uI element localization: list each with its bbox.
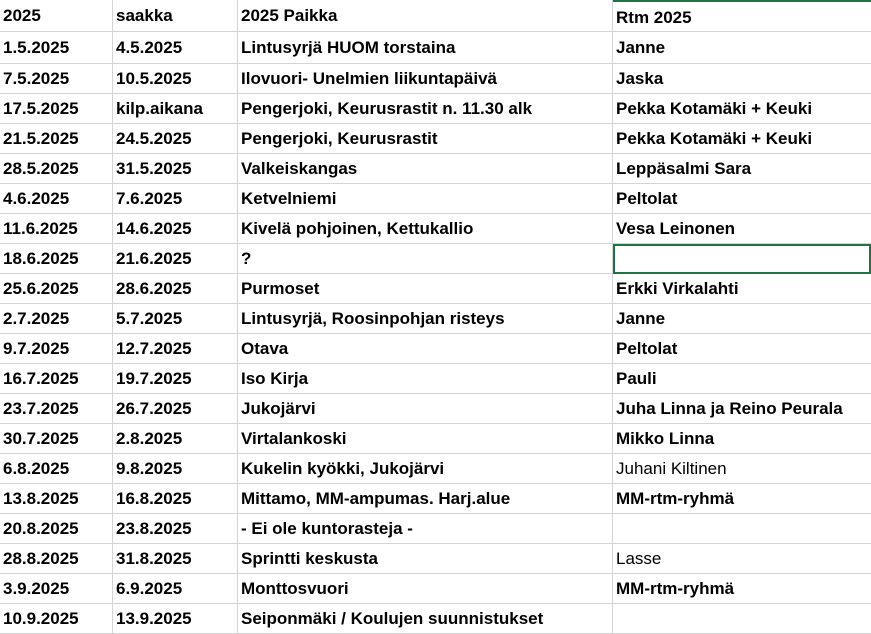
table-row (0, 214, 871, 244)
until-cell[interactable]: 14.6.2025 (113, 214, 238, 244)
date-cell[interactable]: 28.5.2025 (0, 154, 113, 184)
table-row (0, 574, 871, 604)
until-cell[interactable]: 26.7.2025 (113, 394, 238, 424)
until-cell[interactable]: 10.5.2025 (113, 64, 238, 94)
date-cell[interactable]: 6.8.2025 (0, 454, 113, 484)
table-row (0, 544, 871, 574)
until-cell[interactable]: 28.6.2025 (113, 274, 238, 304)
place-cell[interactable]: Ketvelniemi (238, 184, 613, 214)
table-row (0, 244, 871, 274)
date-cell[interactable]: 21.5.2025 (0, 124, 113, 154)
until-cell[interactable]: 9.8.2025 (113, 454, 238, 484)
rtm-cell[interactable]: Leppäsalmi Sara (613, 154, 871, 184)
until-cell[interactable]: 7.6.2025 (113, 184, 238, 214)
date-cell[interactable]: 16.7.2025 (0, 364, 113, 394)
date-cell[interactable]: 3.9.2025 (0, 574, 113, 604)
rtm-cell[interactable]: Janne (613, 304, 871, 334)
rtm-cell[interactable]: MM-rtm-ryhmä (613, 574, 871, 604)
table-row (0, 124, 871, 154)
rtm-cell[interactable]: Pekka Kotamäki + Keuki (613, 94, 871, 124)
place-cell[interactable]: Seiponmäki / Koulujen suunnistukset (238, 604, 613, 634)
table-row (0, 454, 871, 484)
date-cell[interactable]: 28.8.2025 (0, 544, 113, 574)
place-cell[interactable]: Jukojärvi (238, 394, 613, 424)
table-row (0, 94, 871, 124)
place-cell[interactable]: Lintusyrjä HUOM torstaina (238, 32, 613, 64)
table-row (0, 424, 871, 454)
place-cell[interactable]: Ilovuori- Unelmien liikuntapäivä (238, 64, 613, 94)
table-row (0, 514, 871, 544)
place-cell[interactable]: Sprintti keskusta (238, 544, 613, 574)
table-row (0, 64, 871, 94)
rtm-cell[interactable]: Peltolat (613, 334, 871, 364)
table-row (0, 32, 871, 64)
place-cell[interactable]: ? (238, 244, 613, 274)
date-cell[interactable]: 25.6.2025 (0, 274, 113, 304)
until-cell[interactable]: 4.5.2025 (113, 32, 238, 64)
rtm-cell[interactable]: Peltolat (613, 184, 871, 214)
place-cell[interactable]: - Ei ole kuntorasteja - (238, 514, 613, 544)
table-row (0, 484, 871, 514)
rtm-cell[interactable]: Pauli (613, 364, 871, 394)
date-cell[interactable]: 2.7.2025 (0, 304, 113, 334)
table-row (0, 334, 871, 364)
header-row (0, 0, 871, 32)
table-row (0, 604, 871, 634)
date-cell[interactable]: 20.8.2025 (0, 514, 113, 544)
until-cell[interactable]: 16.8.2025 (113, 484, 238, 514)
table-row (0, 184, 871, 214)
table-row (0, 364, 871, 394)
rtm-cell[interactable]: Janne (613, 32, 871, 64)
until-cell[interactable]: 24.5.2025 (113, 124, 238, 154)
header-cell-2025[interactable]: 2025 (0, 0, 113, 32)
place-cell[interactable]: Otava (238, 334, 613, 364)
rtm-cell[interactable] (613, 244, 871, 274)
until-cell[interactable]: 13.9.2025 (113, 604, 238, 634)
table-row (0, 394, 871, 424)
date-cell[interactable]: 7.5.2025 (0, 64, 113, 94)
header-cell-paikka[interactable]: 2025 Paikka (238, 0, 613, 32)
date-cell[interactable]: 9.7.2025 (0, 334, 113, 364)
table-row (0, 304, 871, 334)
until-cell[interactable]: 31.8.2025 (113, 544, 238, 574)
rtm-cell[interactable]: Erkki Virkalahti (613, 274, 871, 304)
rtm-cell[interactable] (613, 604, 871, 634)
date-cell[interactable]: 17.5.2025 (0, 94, 113, 124)
until-cell[interactable]: 2.8.2025 (113, 424, 238, 454)
rtm-cell[interactable]: Vesa Leinonen (613, 214, 871, 244)
rtm-cell[interactable]: Juhani Kiltinen (613, 454, 871, 484)
rtm-cell[interactable]: Mikko Linna (613, 424, 871, 454)
until-cell[interactable]: 6.9.2025 (113, 574, 238, 604)
place-cell[interactable]: Pengerjoki, Keurusrastit (238, 124, 613, 154)
rtm-cell[interactable]: Lasse (613, 544, 871, 574)
until-cell[interactable]: 31.5.2025 (113, 154, 238, 184)
place-cell[interactable]: Monttosvuori (238, 574, 613, 604)
rtm-cell[interactable]: Jaska (613, 64, 871, 94)
place-cell[interactable]: Pengerjoki, Keurusrastit n. 11.30 alk (238, 94, 613, 124)
date-cell[interactable]: 18.6.2025 (0, 244, 113, 274)
date-cell[interactable]: 23.7.2025 (0, 394, 113, 424)
rtm-cell[interactable]: MM-rtm-ryhmä (613, 484, 871, 514)
place-cell[interactable]: Lintusyrjä, Roosinpohjan risteys (238, 304, 613, 334)
place-cell[interactable]: Valkeiskangas (238, 154, 613, 184)
date-cell[interactable]: 13.8.2025 (0, 484, 113, 514)
date-cell[interactable]: 11.6.2025 (0, 214, 113, 244)
place-cell[interactable]: Virtalankoski (238, 424, 613, 454)
rtm-cell[interactable]: Pekka Kotamäki + Keuki (613, 124, 871, 154)
table-row (0, 274, 871, 304)
until-cell[interactable]: 12.7.2025 (113, 334, 238, 364)
table-row (0, 154, 871, 184)
until-cell[interactable]: 5.7.2025 (113, 304, 238, 334)
date-cell[interactable]: 30.7.2025 (0, 424, 113, 454)
header-cell-rtm[interactable]: Rtm 2025 (613, 0, 871, 32)
header-cell-saakka[interactable]: saakka (113, 0, 238, 32)
until-cell[interactable]: 21.6.2025 (113, 244, 238, 274)
until-cell[interactable]: 19.7.2025 (113, 364, 238, 394)
place-cell[interactable]: Iso Kirja (238, 364, 613, 394)
place-cell[interactable]: Purmoset (238, 274, 613, 304)
date-cell[interactable]: 4.6.2025 (0, 184, 113, 214)
place-cell[interactable]: Mittamo, MM-ampumas. Harj.alue (238, 484, 613, 514)
rtm-cell[interactable] (613, 514, 871, 544)
place-cell[interactable]: Kukelin kyökki, Jukojärvi (238, 454, 613, 484)
until-cell[interactable]: kilp.aikana (113, 94, 238, 124)
until-cell[interactable]: 23.8.2025 (113, 514, 238, 544)
date-cell[interactable]: 1.5.2025 (0, 32, 113, 64)
date-cell[interactable]: 10.9.2025 (0, 604, 113, 634)
rtm-cell[interactable]: Juha Linna ja Reino Peurala (613, 394, 871, 424)
place-cell[interactable]: Kivelä pohjoinen, Kettukallio (238, 214, 613, 244)
